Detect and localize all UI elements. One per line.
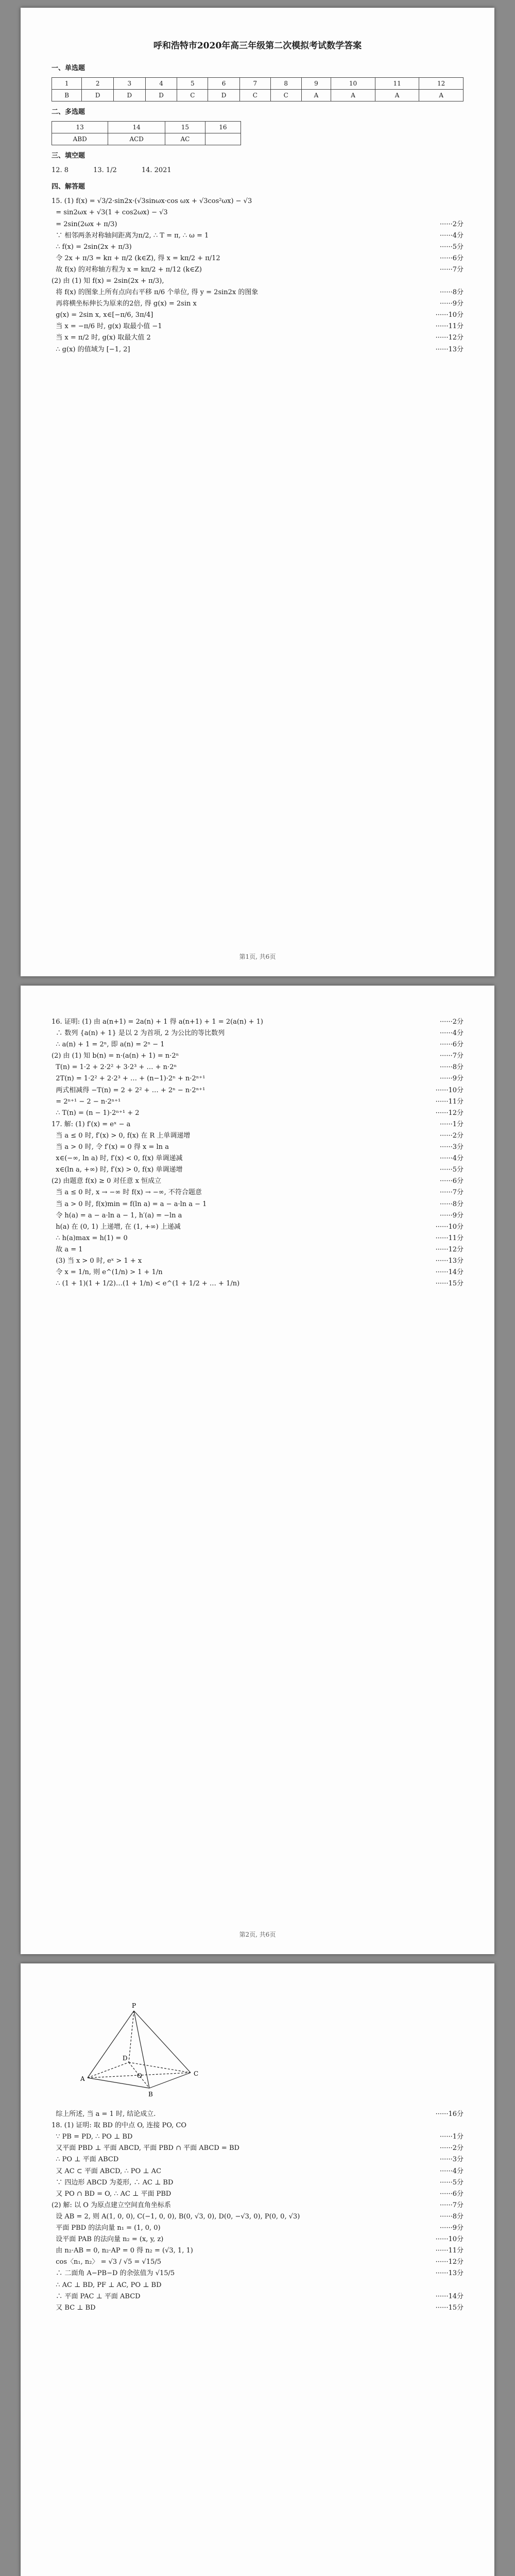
answer-cell: C — [270, 89, 301, 101]
solution-line — [52, 298, 464, 310]
question-number-cell: 9 — [301, 77, 331, 89]
answer-cell: C — [239, 89, 270, 101]
section-heading-single-choice: 一、单选题 — [52, 64, 85, 72]
solution-text: 故 f(x) 的对称轴方程为 x = kπ/2 + π/12 (k∈Z) — [52, 265, 202, 274]
score-mark: ······12分 — [435, 1245, 464, 1253]
solution-text: ∴ (1 + 1)(1 + 1/2)…(1 + 1/n) < e^(1 + 1/2 + … + 1/n) — [52, 1280, 240, 1288]
solution-lines — [52, 2109, 464, 2314]
score-mark: ······1分 — [439, 1120, 464, 1128]
score-mark: ······8分 — [439, 1063, 464, 1072]
solution-line — [52, 1210, 464, 1222]
solution-text: (2) 解: 以 O 为原点建立空间直角坐标系 — [52, 2201, 171, 2209]
score-mark: ······16分 — [435, 2110, 464, 2119]
solution-line — [52, 2302, 464, 2314]
solution-text: ∴ a(n) + 1 = 2ⁿ, 即 a(n) = 2ⁿ − 1 — [52, 1041, 165, 1049]
solution-text: ∴ PO ⊥ 平面 ABCD — [52, 2156, 119, 2164]
solution-line — [52, 1278, 464, 1290]
solution-text: (3) 当 x > 0 时, eˣ > 1 + x — [52, 1257, 142, 1265]
solution-line — [52, 2211, 464, 2223]
solution-line — [52, 1039, 464, 1050]
solution-text: h(a) 在 (0, 1) 上递增, 在 (1, +∞) 上递减 — [52, 1223, 181, 1231]
solution-line — [52, 2268, 464, 2279]
solution-lines — [52, 196, 464, 355]
solution-line — [52, 321, 464, 332]
fill-in-answers — [52, 165, 464, 176]
solution-line — [52, 2109, 464, 2120]
score-mark: ······11分 — [435, 1234, 464, 1242]
score-mark: ······4分 — [439, 1155, 464, 1163]
solution-line — [52, 1028, 464, 1039]
section-heading-fill-in: 三、填空题 — [52, 152, 85, 160]
answer-cell: ABD — [52, 133, 108, 145]
solution-text: 当 a ≤ 0 时, x → −∞ 时 f(x) → −∞, 不符合题意 — [52, 1189, 202, 1197]
solution-text: 由 n₂·AB = 0, n₂·AP = 0 得 n₂ = (√3, 1, 1) — [52, 2247, 193, 2255]
vertex-label-p: P — [132, 2002, 136, 2009]
score-mark: ······4分 — [439, 231, 464, 240]
solution-text: 16. 证明: (1) 由 a(n+1) = 2a(n) + 1 得 a(n+1) + 1 = 2(a(n) + 1) — [52, 1018, 263, 1026]
solution-text: ∴ h(a)max = h(1) = 0 — [52, 1234, 128, 1242]
solution-text: 17. 解: (1) f′(x) = eˣ − a — [52, 1120, 131, 1128]
solution-text: 15. (1) f(x) = √3/2·sin2x·(√3sinωx·cos ωx + √3cos²ωx) − √3 — [52, 197, 252, 206]
score-mark: ······10分 — [435, 1086, 464, 1094]
question-number-cell: 12 — [419, 77, 464, 89]
score-mark: ······7分 — [439, 1052, 464, 1060]
score-mark: ······2分 — [439, 1018, 464, 1026]
solution-line — [52, 1016, 464, 1028]
question-number-cell: 14 — [108, 122, 165, 133]
solution-line — [52, 196, 464, 207]
vertex-label-c: C — [194, 2070, 199, 2077]
solution-text: 当 a ≤ 0 时, f′(x) > 0, f(x) 在 R 上单调递增 — [52, 1131, 191, 1140]
answer-cell: D — [114, 89, 146, 101]
solution-text: = sin2ωx + √3(1 + cos2ωx) − √3 — [52, 209, 168, 217]
score-mark: ······12分 — [435, 2258, 464, 2266]
solution-text: 当 x = π/2 时, g(x) 取最大值 2 — [52, 334, 151, 342]
solution-line — [52, 1244, 464, 1256]
solution-text: 综上所述, 当 a = 1 时, 结论成立. — [52, 2110, 156, 2119]
solution-text: 设 AB = 2, 则 A(1, 0, 0), C(−1, 0, 0), B(0, √3, 0), D(0, −√3, 0), P(0, 0, √3) — [52, 2212, 300, 2221]
score-mark: ······6分 — [439, 1177, 464, 1185]
solution-text: 令 2x + π/3 = kπ + π/2 (k∈Z), 得 x = kπ/2 + π/12 — [52, 254, 220, 262]
solution-line — [52, 2257, 464, 2268]
fill-in-answer: 12. 8 — [52, 166, 69, 175]
score-mark: ······10分 — [435, 2235, 464, 2244]
solution-text: (2) 由 (1) 知 f(x) = 2sin(2x + π/3), — [52, 277, 164, 285]
score-mark: ······7分 — [439, 1189, 464, 1197]
solution-line — [52, 1130, 464, 1142]
question-number-cell: 3 — [114, 77, 146, 89]
solution-text: cos〈n₁, n₂〉 = √3 / √5 = √15/5 — [52, 2258, 162, 2266]
question-number-cell: 13 — [52, 122, 108, 133]
solution-line — [52, 1119, 464, 1130]
score-mark: ······12分 — [435, 1109, 464, 1117]
score-mark: ······2分 — [439, 2144, 464, 2153]
solution-line — [52, 2166, 464, 2177]
question-number-cell: 1 — [52, 77, 82, 89]
solution-line — [52, 1096, 464, 1108]
score-mark: ······5分 — [439, 1166, 464, 1174]
question-number-cell: 11 — [375, 77, 419, 89]
solution-line — [52, 2291, 464, 2302]
multi-choice-answer-table — [52, 121, 241, 145]
solution-text: ∴ g(x) 的值域为 [−1, 2] — [52, 345, 130, 353]
score-mark: ······13分 — [435, 1257, 464, 1265]
single-choice-answer-table — [52, 77, 464, 101]
solution-line — [52, 2280, 464, 2291]
solution-text: 两式相减得 −T(n) = 2 + 2² + … + 2ⁿ − n·2ⁿ⁺¹ — [52, 1086, 205, 1094]
score-mark: ······8分 — [439, 289, 464, 297]
solution-text: g(x) = 2sin x, x∈[−π/6, 3π/4] — [52, 311, 153, 319]
score-mark: ······6分 — [439, 254, 464, 262]
solution-text: ∴ 平面 PAC ⊥ 平面 ABCD — [52, 2292, 141, 2300]
solution-line — [52, 2189, 464, 2200]
solution-text: T(n) = 1·2 + 2·2² + 3·2³ + … + n·2ⁿ — [52, 1063, 177, 1072]
score-mark: ······2分 — [439, 1131, 464, 1140]
score-mark: ······11分 — [435, 2247, 464, 2255]
solution-text: 将 f(x) 的图象上所有点向右平移 π/6 个单位, 得 y = 2sin2x 的图象 — [52, 289, 259, 297]
solution-text: ∴ 数列 {a(n) + 1} 是以 2 为首项, 2 为公比的等比数列 — [52, 1029, 225, 1038]
solution-text: 设平面 PAB 的法向量 n₂ = (x, y, z) — [52, 2235, 164, 2244]
solution-text: 当 x = −π/6 时, g(x) 取最小值 −1 — [52, 323, 162, 331]
solution-line — [52, 1085, 464, 1096]
solution-text: 平面 PBD 的法向量 n₁ = (1, 0, 0) — [52, 2224, 161, 2232]
solution-line — [52, 264, 464, 276]
fill-in-answer: 13. 1/2 — [93, 166, 117, 175]
answer-page-2 — [21, 986, 494, 1954]
score-mark: ······9分 — [439, 1211, 464, 1219]
solution-text: = 2sin(2ωx + π/3) — [52, 220, 117, 228]
pyramid-figure — [72, 2001, 464, 2103]
solution-text: ∵ 四边形 ABCD 为菱形, ∴ AC ⊥ BD — [52, 2178, 174, 2187]
solution-line — [52, 1164, 464, 1176]
score-mark: ······7分 — [439, 2201, 464, 2209]
score-mark: ······14分 — [435, 1268, 464, 1277]
solution-line — [52, 1050, 464, 1062]
question-number-cell: 6 — [208, 77, 240, 89]
score-mark: ······11分 — [435, 1097, 464, 1106]
score-mark: ······14分 — [435, 2292, 464, 2300]
fill-in-answer: 14. 2021 — [141, 166, 171, 175]
solution-lines — [52, 1016, 464, 1290]
solution-line — [52, 1176, 464, 1187]
solution-line — [52, 230, 464, 242]
solution-line — [52, 276, 464, 287]
score-mark: ······1分 — [439, 2133, 464, 2141]
solution-line — [52, 1233, 464, 1244]
solution-line — [52, 1187, 464, 1198]
document-title: 呼和浩特市2020年高三年级第二次模拟考试数学答案 — [153, 41, 362, 51]
solution-text: ∴ T(n) = (n − 1)·2ⁿ⁺¹ + 2 — [52, 1109, 140, 1117]
solution-line — [52, 2223, 464, 2234]
solution-line — [52, 2143, 464, 2154]
solution-text: x∈(ln a, +∞) 时, f′(x) > 0, f(x) 单调递增 — [52, 1166, 183, 1174]
solution-line — [52, 1108, 464, 1119]
solution-text: 又 BC ⊥ BD — [52, 2303, 96, 2312]
score-mark: ······8分 — [439, 1200, 464, 1208]
answer-cell: A — [375, 89, 419, 101]
question-number-cell: 8 — [270, 77, 301, 89]
question-number-cell: 2 — [82, 77, 114, 89]
answer-cell: D — [82, 89, 114, 101]
score-mark: ······9分 — [439, 300, 464, 308]
solution-line — [52, 207, 464, 218]
answer-cell: C — [177, 89, 208, 101]
solution-line — [52, 2120, 464, 2131]
question-number-cell: 15 — [165, 122, 205, 133]
score-mark: ······6分 — [439, 2190, 464, 2198]
solution-text: ∴ 二面角 A−PB−D 的余弦值为 √15/5 — [52, 2269, 175, 2278]
score-mark: ······5分 — [439, 243, 464, 251]
vertex-label-b: B — [148, 2091, 153, 2098]
question-number-cell: 5 — [177, 77, 208, 89]
solution-line — [52, 2154, 464, 2165]
score-mark: ······7分 — [439, 265, 464, 274]
solution-line — [52, 1256, 464, 1267]
solution-text: (2) 由题意 f(x) ≥ 0 对任意 x 恒成立 — [52, 1177, 162, 1185]
vertex-label-d: D — [123, 2055, 128, 2062]
solution-line — [52, 1267, 464, 1278]
solution-text: ∴ AC ⊥ BD, PF ⊥ AC, PO ⊥ BD — [52, 2281, 162, 2289]
solution-text: ∵ PB = PD, ∴ PO ⊥ BD — [52, 2133, 133, 2141]
score-mark: ······12分 — [435, 334, 464, 342]
solution-line — [52, 219, 464, 230]
score-mark: ······4分 — [439, 2167, 464, 2175]
solution-line — [52, 2177, 464, 2189]
solution-line — [52, 2131, 464, 2143]
solution-text: (2) 由 (1) 知 b(n) = n·(a(n) + 1) = n·2ⁿ — [52, 1052, 179, 1060]
solution-text: 18. (1) 证明: 取 BD 的中点 O, 连接 PO, CO — [52, 2122, 187, 2130]
solution-line — [52, 242, 464, 253]
answer-cell: AC — [165, 133, 205, 145]
section-heading-multi-choice: 二、多选题 — [52, 108, 85, 116]
solution-text: 令 h(a) = a − a·ln a − 1, h′(a) = −ln a — [52, 1211, 182, 1219]
solution-line — [52, 1222, 464, 1233]
score-mark: ······13分 — [435, 345, 464, 353]
vertex-label-o: O — [137, 2072, 142, 2079]
score-mark: ······15分 — [435, 2303, 464, 2312]
score-mark: ······13分 — [435, 2269, 464, 2278]
solution-line — [52, 2245, 464, 2257]
solution-text: = 2ⁿ⁺¹ − 2 − n·2ⁿ⁺¹ — [52, 1097, 121, 1106]
question-number-cell: 10 — [331, 77, 375, 89]
answer-page-1 — [21, 8, 494, 976]
solution-text: x∈(−∞, ln a) 时, f′(x) < 0, f(x) 单调递减 — [52, 1155, 183, 1163]
solution-line — [52, 287, 464, 298]
score-mark: ······8分 — [439, 2212, 464, 2221]
solution-line — [52, 1062, 464, 1073]
solution-text: 又 PO ∩ BD = O, ∴ AC ⊥ 平面 PBD — [52, 2190, 171, 2198]
vertex-label-a: A — [80, 2075, 85, 2082]
score-mark: ······15分 — [435, 1280, 464, 1288]
page-footer: 第2页, 共6页 — [239, 1931, 276, 1938]
question-number-cell: 7 — [239, 77, 270, 89]
solution-line — [52, 344, 464, 355]
answer-cell: D — [208, 89, 240, 101]
solution-line — [52, 2200, 464, 2211]
score-mark: ······11分 — [435, 323, 464, 331]
solution-text: 当 a > 0 时, 令 f′(x) = 0 得 x = ln a — [52, 1143, 169, 1151]
solution-line — [52, 2234, 464, 2245]
score-mark: ······2分 — [439, 220, 464, 228]
score-mark: ······10分 — [435, 311, 464, 319]
score-mark: ······3分 — [439, 2156, 464, 2164]
solution-text: 2T(n) = 1·2² + 2·2³ + … + (n−1)·2ⁿ + n·2ⁿ⁺¹ — [52, 1075, 205, 1083]
score-mark: ······3分 — [439, 1143, 464, 1151]
answer-cell — [205, 133, 241, 145]
page-footer: 第1页, 共6页 — [239, 953, 276, 960]
solution-text: ∴ f(x) = 2sin(2x + π/3) — [52, 243, 132, 251]
question-number-cell: 4 — [145, 77, 177, 89]
solution-text: 令 x = 1/n, 则 e^(1/n) > 1 + 1/n — [52, 1268, 163, 1277]
answer-cell: A — [331, 89, 375, 101]
score-mark: ······9分 — [439, 2224, 464, 2232]
solution-line — [52, 1073, 464, 1084]
score-mark: ······4分 — [439, 1029, 464, 1038]
question-number-cell: 16 — [205, 122, 241, 133]
score-mark: ······6分 — [439, 1041, 464, 1049]
solution-text: 故 a = 1 — [52, 1245, 83, 1253]
score-mark: ······10分 — [435, 1223, 464, 1231]
solution-line — [52, 253, 464, 264]
answer-page-3 — [21, 1963, 494, 2576]
answer-cell: D — [145, 89, 177, 101]
score-mark: ······9分 — [439, 1075, 464, 1083]
solution-line — [52, 1142, 464, 1153]
solution-line — [52, 1199, 464, 1210]
solution-line — [52, 1153, 464, 1164]
section-heading-solutions: 四、解答题 — [52, 183, 85, 191]
solution-text: 再将横坐标伸长为原来的2倍, 得 g(x) = 2sin x — [52, 300, 197, 308]
answer-cell: A — [419, 89, 464, 101]
answer-cell: B — [52, 89, 82, 101]
solution-line — [52, 332, 464, 344]
solution-text: 又平面 PBD ⊥ 平面 ABCD, 平面 PBD ∩ 平面 ABCD = BD — [52, 2144, 239, 2153]
answer-cell: ACD — [108, 133, 165, 145]
answer-cell: A — [301, 89, 331, 101]
solution-text: 又 AC ⊂ 平面 ABCD, ∴ PO ⊥ AC — [52, 2167, 162, 2175]
solution-text: ∵ 相邻两条对称轴间距离为π/2, ∴ T = π, ∴ ω = 1 — [52, 231, 209, 240]
solution-line — [52, 310, 464, 321]
score-mark: ······5分 — [439, 2178, 464, 2187]
solution-text: 当 a > 0 时, f(x)min = f(ln a) = a − a·ln a − 1 — [52, 1200, 207, 1208]
